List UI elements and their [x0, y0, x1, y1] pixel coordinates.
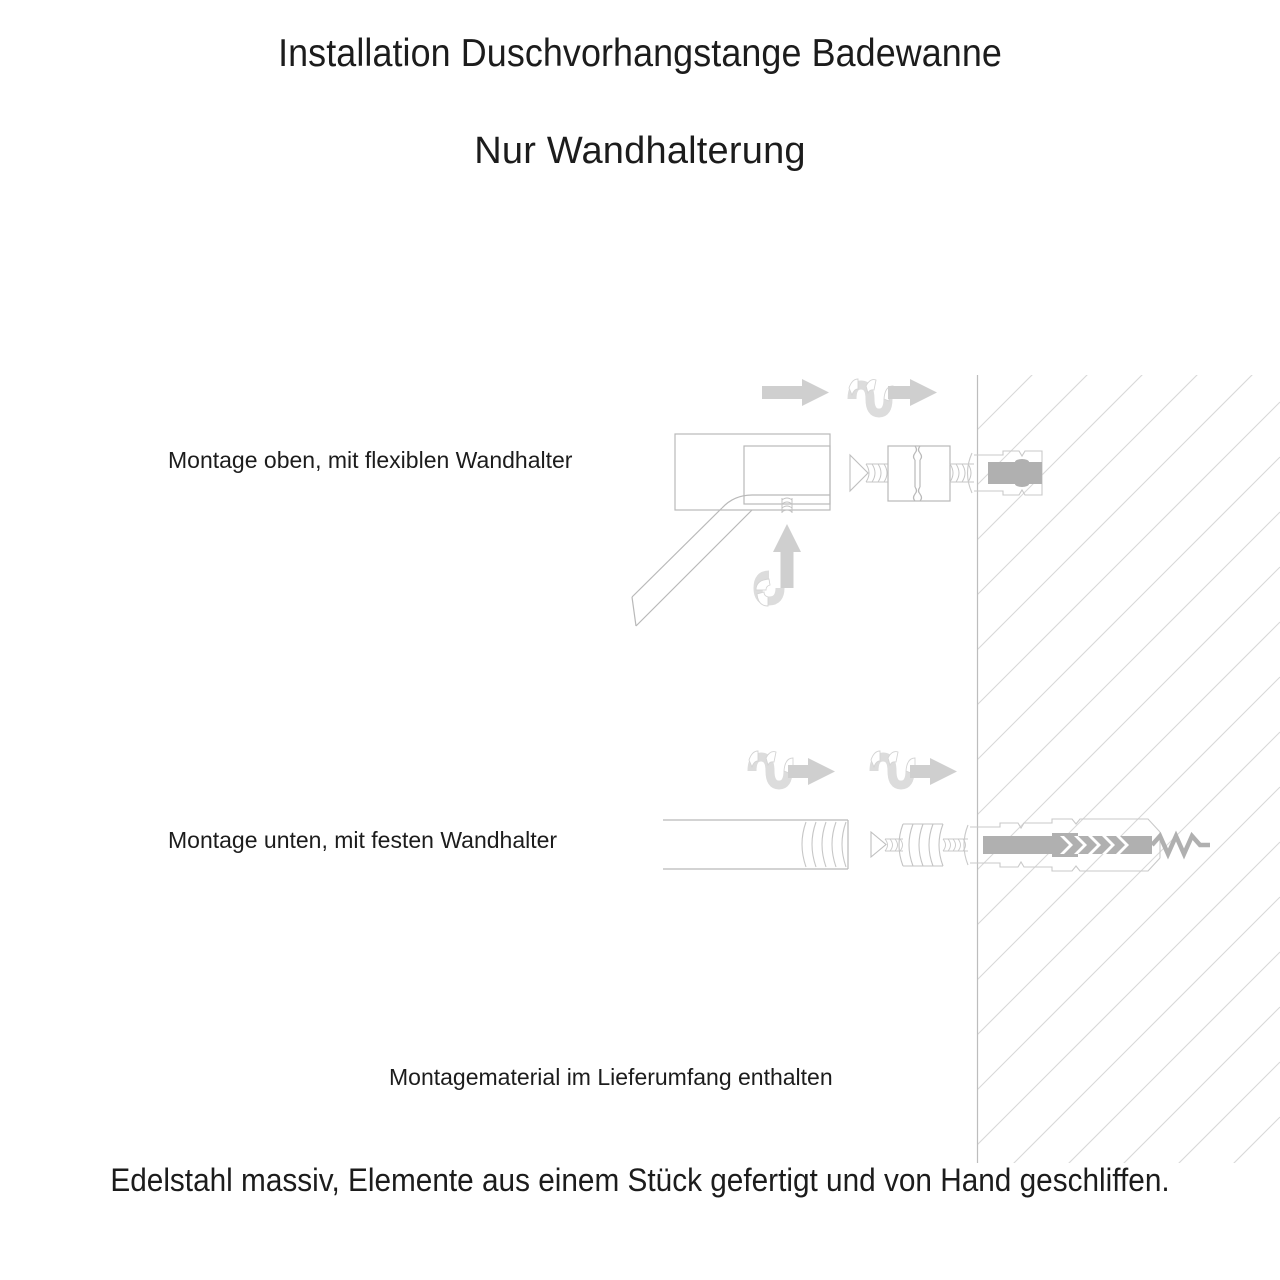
- tighten-up-arrow: [756, 524, 801, 606]
- countersunk-screw: [850, 455, 888, 491]
- page-subtitle: Nur Wandhalterung: [474, 130, 806, 172]
- curtain-rod-angled: [632, 495, 830, 626]
- screw-in-arrow: [849, 379, 937, 413]
- wall-plug-short: [968, 451, 1043, 495]
- screw-in-arrow-left: [749, 751, 835, 785]
- screw-thread-right: [950, 464, 974, 482]
- step-label-bottom: Montage unten, mit festen Wandhalter: [168, 827, 558, 853]
- top-assembly: [632, 379, 1042, 626]
- included-material-note: Montagematerial im Lieferumfang enthalten: [389, 1064, 833, 1090]
- push-arrow: [762, 379, 829, 406]
- bottom-assembly: [663, 751, 1210, 871]
- wall-bracket-body: [675, 434, 830, 510]
- screw-in-arrow-right: [871, 751, 957, 785]
- hatched-wall: [977, 127, 1280, 1280]
- wall-plug-long: [964, 819, 1210, 871]
- countersunk-screw-long: [871, 824, 968, 866]
- footer-note: Edelstahl massiv, Elemente aus einem Stück gefertigt und von Hand geschliffen.: [110, 1162, 1170, 1198]
- step-label-top: Montage oben, mit flexiblen Wandhalter: [168, 447, 573, 473]
- rod-tube-internal-thread: [663, 820, 848, 869]
- cylindrical-spacer: [888, 446, 950, 501]
- grub-screw-vertical: [782, 498, 792, 513]
- page-title: Installation Duschvorhangstange Badewanne: [278, 32, 1002, 75]
